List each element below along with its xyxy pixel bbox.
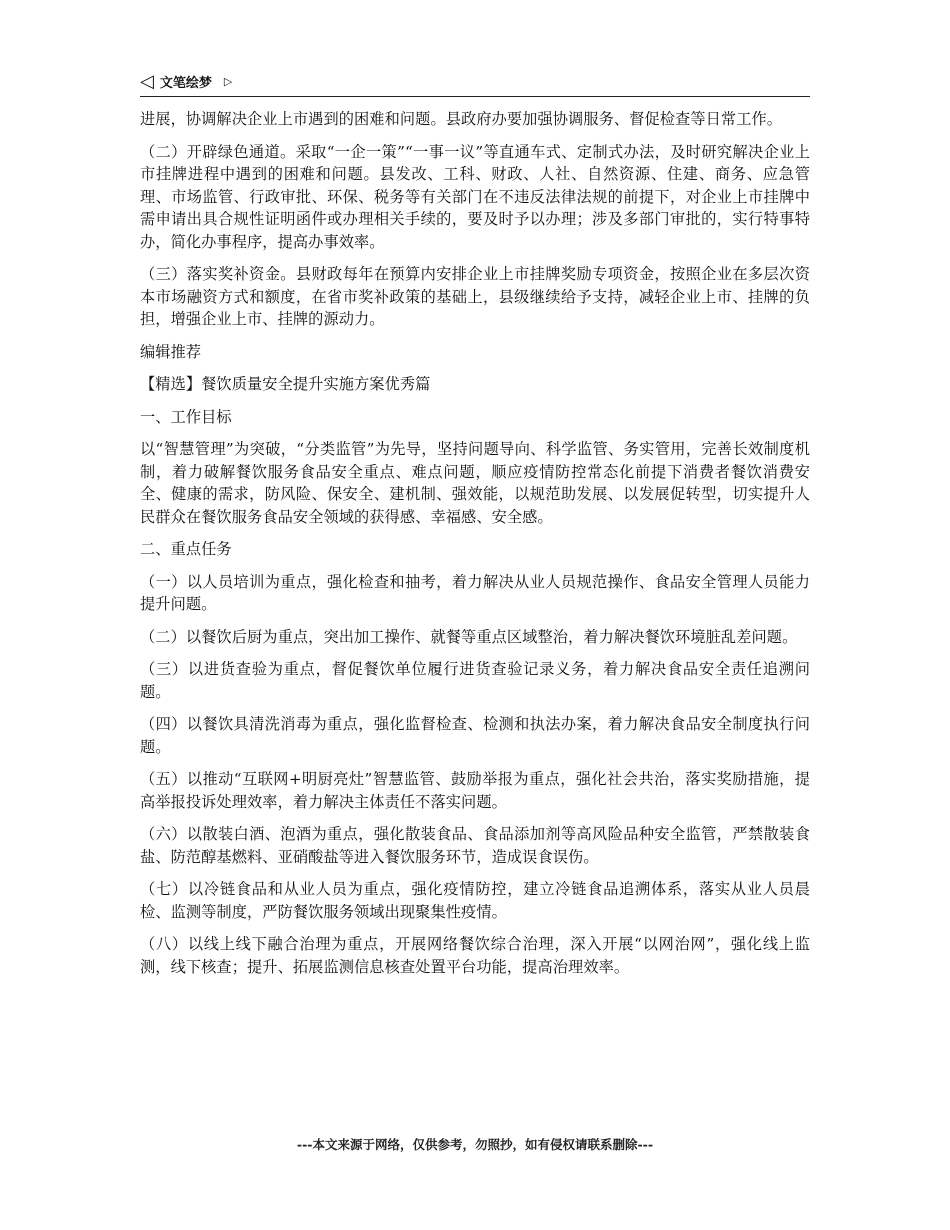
task-item: （五）以推动“互联网+明厨亮灶”智慧监管、鼓励举报为重点，强化社会共治，落实奖励措施，提高举报投诉处理效率，着力解决主体责任不落实问题。: [140, 770, 810, 811]
task-item: （四）以餐饮具清洗消毒为重点，强化监督检查、检测和执法办案，着力解决食品安全制度执行问题。: [140, 715, 810, 756]
right-triangle-icon: ▷: [223, 75, 233, 88]
task-item: （三）以进货查验为重点，督促餐饮单位履行进货查验记录义务，着力解决食品安全责任追溯问题。: [140, 660, 810, 701]
paragraph: （二）开辟绿色通道。采取“一企一策”“一事一议”等直通车式、定制式办法，及时研究解决企业上市挂牌进程中遇到的困难和问题。县发改、工科、财政、人社、自然资源、住建、商务、应急管理、市场监管、行政审批、环保、税务等有关部门在不违反法律法规的前提下，对企业上市挂牌中需申请出具合规性证明函件或办理相关手续的，要及时予以办理；涉及多部门审批的，实行特事特办，简化办事程序，提高办事效率。: [140, 142, 810, 251]
paragraph: （三）落实奖补资金。县财政每年在预算内安排企业上市挂牌奖励专项资金，按照企业在多层次资本市场融资方式和额度，在省市奖补政策的基础上，县级继续给予支持，减轻企业上市、挂牌的负担，增强企业上市、挂牌的源动力。: [140, 265, 810, 328]
paragraph: 以“智慧管理”为突破，“分类监管”为先导，坚持问题导向、科学监管、务实管用，完善长效制度机制，着力破解餐饮服务食品安全重点、难点问题，顺应疫情防控常态化前提下消费者餐饮消费安全、健康的需求，防风险、保安全、建机制、强效能，以规范助发展、以发展促转型，切实提升人民群众在餐饮服务食品安全领域的获得感、幸福感、安全感。: [140, 440, 810, 526]
task-item: （一）以人员培训为重点，强化检查和抽考，着力解决从业人员规范操作、食品安全管理人员能力提升问题。: [140, 572, 810, 613]
brand-name: 文笔绘梦: [159, 76, 212, 91]
page-header: [140, 66, 810, 97]
paragraph: 进展，协调解决企业上市遇到的困难和问题。县政府办要加强协调服务、督促检查等日常工作。: [140, 110, 783, 128]
task-item: （六）以散装白酒、泡酒为重点，强化散装食品、食品添加剂等高风险品种安全监管，严禁散装食盐、防范醇基燃料、亚硝酸盐等进入餐饮服务环节，造成误食误伤。: [140, 825, 810, 866]
brand-logo: [140, 72, 232, 91]
section-heading: 一、工作目标: [140, 407, 232, 426]
task-item: （八）以线上线下融合治理为重点，开展网络餐饮综合治理，深入开展“以网治网”，强化线上监测，线下核查；提升、拓展监测信息核查处置平台功能，提高治理效率。: [140, 935, 810, 976]
task-item: （七）以冷链食品和从业人员为重点，强化疫情防控，建立冷链食品追溯体系，落实从业人员晨检、监测等制度，严防餐饮服务领域出现聚集性疫情。: [140, 880, 810, 921]
page-footer: ---本文来源于网络，仅供参考，勿照抄，如有侵权请联系删除---: [296, 1137, 654, 1152]
task-item: （二）以餐饮后厨为重点，突出加工操作、就餐等重点区域整治，着力解决餐饮环境脏乱差问题。: [140, 627, 798, 646]
article-title: 【精选】餐饮质量安全提升实施方案优秀篇: [140, 375, 431, 393]
section-label: 编辑推荐: [140, 342, 202, 361]
left-triangle-icon: ◁: [140, 70, 154, 92]
document-body: [140, 100, 810, 988]
section-heading: 二、重点任务: [140, 540, 232, 558]
